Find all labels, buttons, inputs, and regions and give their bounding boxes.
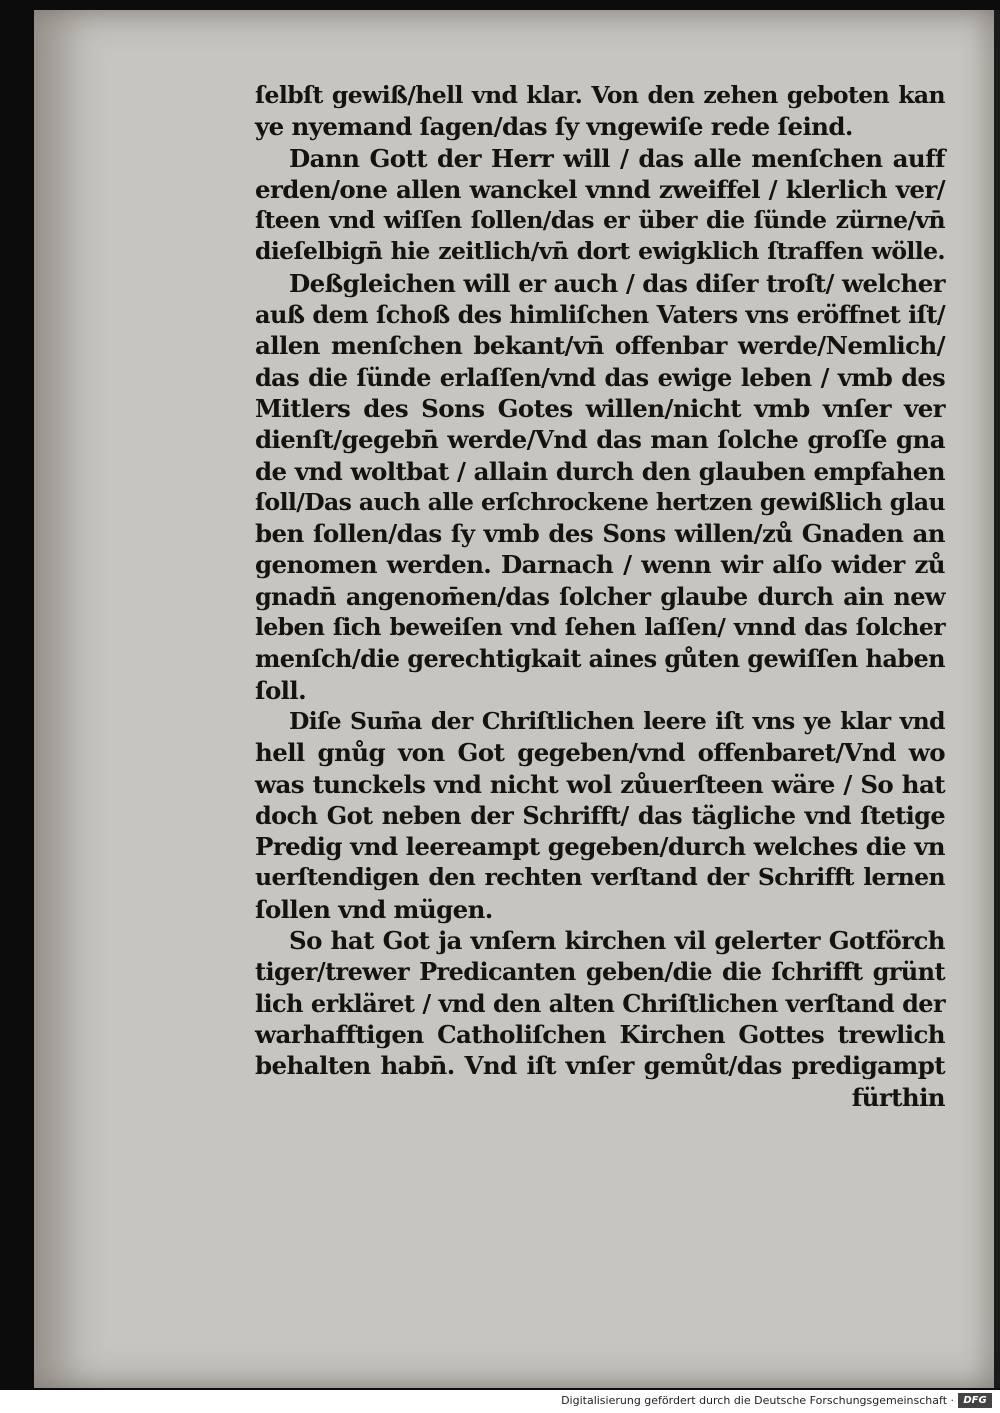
text-line: leben ſich beweiſen vnd ſehen laſſen/ vnnd das ſolcher: [255, 613, 945, 642]
text-line: ſteen vnd wiſſen ſollen/das er über die ſünde zürne/vn̄: [255, 206, 945, 235]
text-line: tiger/trewer Predicanten geben/die die ſchrifft grünt: [255, 957, 945, 987]
text-line: ye nyemand ſagen/das ſy vngewiſe rede ſeind.: [255, 112, 853, 142]
text-line: lich erkläret / vnd den alten Chriſtlichen verſtand der: [255, 988, 945, 1018]
body-text: [255, 80, 945, 1113]
text-line: erden/one allen wanckel vnnd zweiffel / klerlich ver/: [255, 174, 945, 204]
text-line: Diſe Sum̄a der Chriſtlichen leere iſt vns ye klar vnd: [289, 706, 945, 735]
text-line: allen menſchen bekant/vn̄ offenbar werde/Nemlich/: [255, 331, 945, 361]
text-line: Dann Gott der Herr will / das alle menſchen auff: [289, 143, 945, 173]
text-line: de vnd woltbat / allain durch den glauben empfahen: [255, 456, 945, 486]
text-line: Mitlers des Sons Gotes willen/nicht vmb vnſer ver: [255, 393, 945, 423]
text-line: dienſt/gegebn̄ werde/Vnd das man ſolche groſſe gna: [255, 425, 945, 455]
text-line: was tunckels vnd nicht wol zůuerſteen wäre / So hat: [255, 769, 945, 799]
text-line: ſelbſt gewiß/hell vnd klar. Von den zehen geboten kan: [255, 81, 945, 109]
text-line: doch Got neben der Schrifft/ das tägliche vnd ſtetige: [255, 800, 945, 830]
text-line: ſollen vnd mügen.: [255, 894, 493, 924]
text-line: auß dem ſchoß des himliſchen Vaters vns eröffnet iſt/: [255, 300, 945, 330]
text-line: menſch/die gerechtigkait aines gůten gewiſſen haben: [255, 644, 945, 674]
text-line: ſoll/Das auch alle erſchrockene hertzen gewißlich glau: [255, 487, 945, 516]
text-line: dieſelbign̄ hie zeitlich/vn̄ dort ewigklich ſtraffen wölle.: [255, 237, 945, 266]
text-line: ben ſollen/das ſy vmb des Sons willen/zů Gnaden an: [255, 519, 945, 549]
text-line: gnadn̄ angenom̄en/das ſolcher glaube durch ain new: [255, 581, 945, 611]
text-line: das die ſünde erlaſſen/vnd das ewige leben / vmb des: [255, 362, 945, 392]
dfg-logo[interactable]: DFG: [958, 1393, 992, 1408]
text-line: Deßgleichen will er auch / das diſer troſt/ welcher: [289, 268, 945, 298]
text-line: hell gnůg von Got gegeben/vnd offenbaret/Vnd wo: [255, 738, 945, 768]
page-edge-shadow: [994, 10, 1000, 1388]
text-line: Predig vnd leereampt gegeben/durch welches die vn: [255, 832, 945, 862]
funding-credit: Digitalisierung gefördert durch die Deutsche Forschungsgemeinschaft ·: [561, 1394, 954, 1407]
text-line: behalten habn̄. Vnd iſt vnſer gemůt/das predigampt: [255, 1051, 945, 1081]
text-line: uerſtendigen den rechten verſtand der Schrifft lernen: [255, 863, 945, 892]
catchword: fürthin: [851, 1082, 945, 1112]
text-line: So hat Got ja vnſern kirchen vil gelerter Gotförch: [289, 926, 945, 956]
text-line: ſoll.: [255, 675, 307, 705]
footer-bar: [0, 1390, 1000, 1413]
text-line: warhafftigen Catholiſchen Kirchen Gottes trewlich: [255, 1019, 945, 1049]
text-line: genomen werden. Darnach / wenn wir alſo wider zů: [255, 550, 945, 580]
